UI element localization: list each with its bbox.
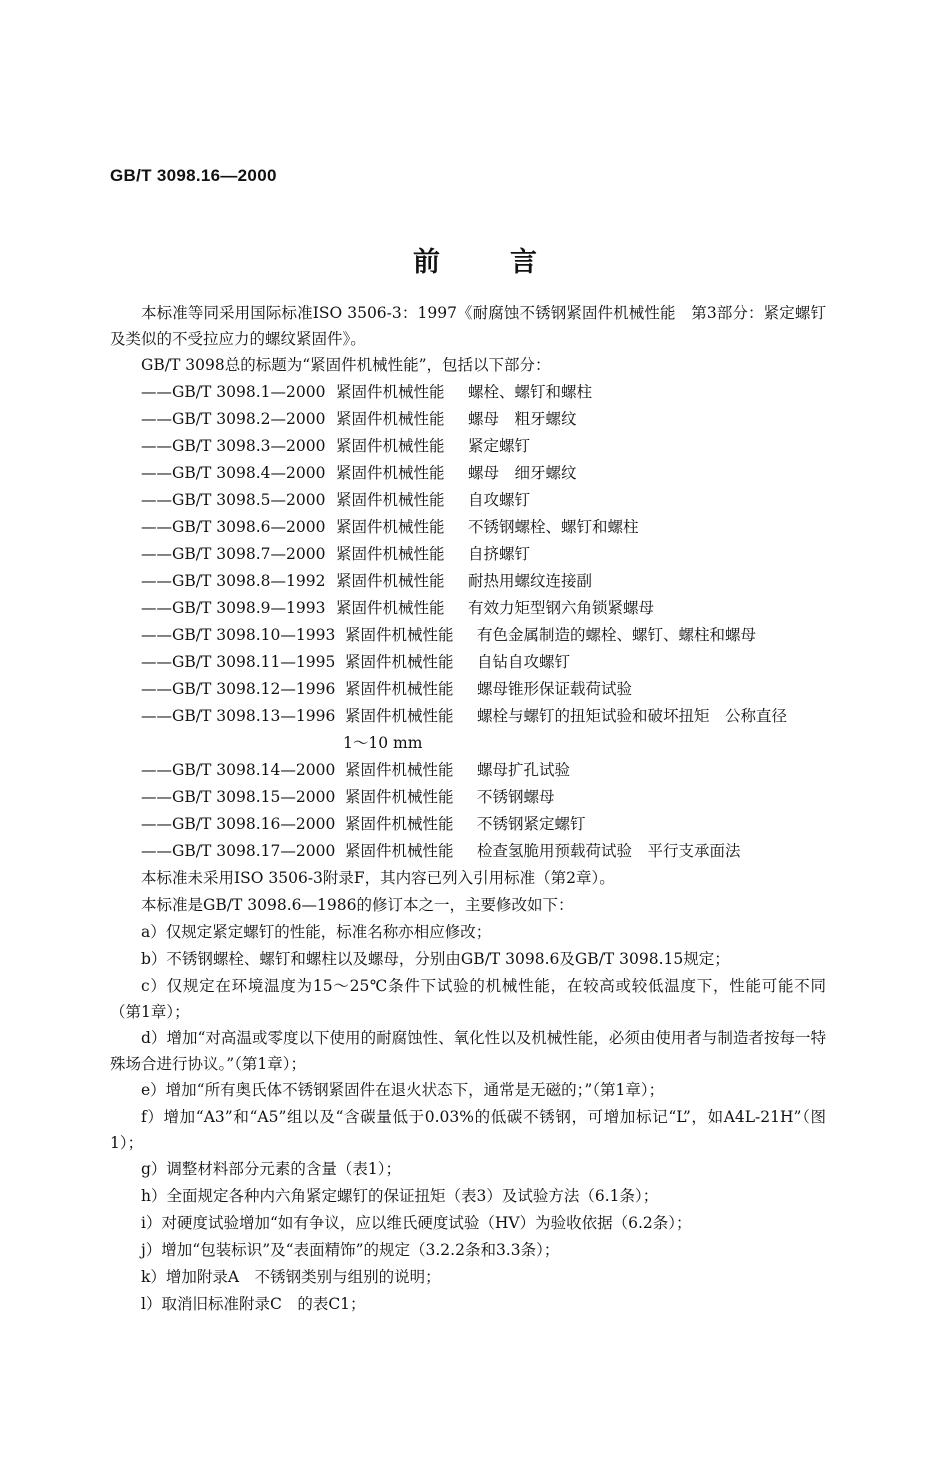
part-subtitle: 耐热用螺纹连接副 bbox=[468, 572, 593, 590]
part-item bbox=[110, 649, 826, 676]
change-item-f: f）增加“A3”和“A5”组以及“含碳量低于0.03%的低碳不锈钢，可增加标记“L”，如A4L-21H”（图1）； bbox=[110, 1108, 826, 1152]
standard-number-header: GB/T 3098.16—2000 bbox=[110, 166, 277, 185]
part-13-continuation: 1～10 mm bbox=[343, 734, 423, 752]
title-char-1: 前 bbox=[413, 247, 440, 278]
part-subtitle: 自挤螺钉 bbox=[468, 545, 531, 563]
part-item bbox=[110, 406, 826, 433]
part-subtitle: 不锈钢螺栓、螺钉和螺柱 bbox=[468, 518, 639, 536]
part-code: ——GB/T 3098.13—1996 bbox=[141, 707, 336, 725]
general-title-line: GB/T 3098总的标题为“紧固件机械性能”，包括以下部分： bbox=[141, 356, 551, 374]
title-char-2: 言 bbox=[510, 247, 537, 278]
part-subtitle: 检查氢脆用预载荷试验 平行支承面法 bbox=[477, 842, 741, 860]
part-title: 紧固件机械性能 bbox=[336, 491, 445, 509]
part-title: 紧固件机械性能 bbox=[345, 707, 454, 725]
part-title: 紧固件机械性能 bbox=[345, 626, 454, 644]
part-title: 紧固件机械性能 bbox=[345, 788, 454, 806]
part-title: 紧固件机械性能 bbox=[336, 383, 445, 401]
part-code: ——GB/T 3098.3—2000 bbox=[141, 437, 326, 455]
part-title: 紧固件机械性能 bbox=[336, 572, 445, 590]
change-item-k: k）增加附录A 不锈钢类别与组别的说明； bbox=[141, 1268, 441, 1286]
change-item-i: i）对硬度试验增加“如有争议，应以维氏硬度试验（HV）为验收依据（6.2条）； bbox=[141, 1214, 692, 1232]
change-item-a: a）仅规定紧定螺钉的性能，标准名称亦相应修改； bbox=[141, 923, 492, 941]
change-item-e: e）增加“所有奥氏体不锈钢紧固件在退火状态下，通常是无磁的；”（第1章）； bbox=[141, 1081, 665, 1099]
part-title: 紧固件机械性能 bbox=[345, 815, 454, 833]
part-code: ——GB/T 3098.5—2000 bbox=[141, 491, 326, 509]
revision-intro-line: 本标准是GB/T 3098.6—1986的修订本之一，主要修改如下： bbox=[141, 896, 574, 914]
part-item bbox=[110, 487, 826, 514]
part-code: ——GB/T 3098.2—2000 bbox=[141, 410, 326, 428]
part-item bbox=[110, 703, 826, 730]
part-item bbox=[110, 541, 826, 568]
part-code: ——GB/T 3098.10—1993 bbox=[141, 626, 336, 644]
page-title bbox=[0, 240, 950, 279]
part-title: 紧固件机械性能 bbox=[336, 518, 445, 536]
part-subtitle: 螺母扩孔试验 bbox=[477, 761, 571, 779]
part-code: ——GB/T 3098.7—2000 bbox=[141, 545, 326, 563]
part-item bbox=[110, 676, 826, 703]
part-item bbox=[110, 460, 826, 487]
part-subtitle: 螺母 粗牙螺纹 bbox=[468, 410, 577, 428]
part-title: 紧固件机械性能 bbox=[345, 842, 454, 860]
not-adopted-line: 本标准未采用ISO 3506-3附录F，其内容已列入引用标准（第2章）。 bbox=[141, 869, 615, 887]
part-code: ——GB/T 3098.12—1996 bbox=[141, 680, 336, 698]
part-code: ——GB/T 3098.4—2000 bbox=[141, 464, 326, 482]
part-subtitle: 紧定螺钉 bbox=[468, 437, 531, 455]
part-item bbox=[110, 433, 826, 460]
change-item-h: h）全面规定各种内六角紧定螺钉的保证扭矩（表3）及试验方法（6.1条）； bbox=[141, 1187, 659, 1205]
part-item bbox=[110, 514, 826, 541]
part-code: ——GB/T 3098.17—2000 bbox=[141, 842, 336, 860]
part-subtitle: 有效力矩型钢六角锁紧螺母 bbox=[468, 599, 655, 617]
part-code: ——GB/T 3098.15—2000 bbox=[141, 788, 336, 806]
intro-paragraph: 本标准等同采用国际标准ISO 3506-3：1997《耐腐蚀不锈钢紧固件机械性能 第3部分：紧定螺钉及类似的不受拉应力的螺纹紧固件》。 bbox=[110, 304, 826, 348]
part-subtitle: 自攻螺钉 bbox=[468, 491, 531, 509]
change-item-c: c）仅规定在环境温度为15～25℃条件下试验的机械性能，在较高或较低温度下，性能可能不同（第1章）； bbox=[110, 977, 826, 1021]
part-item bbox=[110, 757, 826, 784]
change-item-b: b）不锈钢螺栓、螺钉和螺柱以及螺母，分别由GB/T 3098.6及GB/T 3098.15规定； bbox=[141, 950, 730, 968]
part-code: ——GB/T 3098.9—1993 bbox=[141, 599, 326, 617]
part-title: 紧固件机械性能 bbox=[336, 410, 445, 428]
part-subtitle: 螺栓与螺钉的扭矩试验和破坏扭矩 公称直径 bbox=[477, 707, 788, 725]
part-title: 紧固件机械性能 bbox=[345, 653, 454, 671]
change-item-j: j）增加“包装标识”及“表面精饰”的规定（3.2.2条和3.3条）； bbox=[141, 1241, 560, 1259]
part-code: ——GB/T 3098.8—1992 bbox=[141, 572, 326, 590]
part-title: 紧固件机械性能 bbox=[336, 599, 445, 617]
change-item-d: d）增加“对高温或零度以下使用的耐腐蚀性、氧化性以及机械性能，必须由使用者与制造者按每一特殊场合进行协议。”（第1章）； bbox=[110, 1029, 826, 1073]
part-item bbox=[110, 622, 826, 649]
part-item bbox=[110, 838, 826, 865]
part-title: 紧固件机械性能 bbox=[336, 464, 445, 482]
part-subtitle: 螺母锥形保证载荷试验 bbox=[477, 680, 633, 698]
part-item bbox=[110, 379, 826, 406]
part-title: 紧固件机械性能 bbox=[345, 761, 454, 779]
change-item-l: l）取消旧标准附录C 的表C1； bbox=[141, 1295, 366, 1313]
part-title: 紧固件机械性能 bbox=[336, 437, 445, 455]
part-subtitle: 不锈钢紧定螺钉 bbox=[477, 815, 586, 833]
part-title: 紧固件机械性能 bbox=[336, 545, 445, 563]
part-item bbox=[110, 568, 826, 595]
part-code: ——GB/T 3098.1—2000 bbox=[141, 383, 326, 401]
change-item-g: g）调整材料部分元素的含量（表1）； bbox=[141, 1160, 402, 1178]
part-code: ——GB/T 3098.11—1995 bbox=[141, 653, 336, 671]
part-code: ——GB/T 3098.14—2000 bbox=[141, 761, 336, 779]
preface-body bbox=[110, 300, 826, 1318]
part-item bbox=[110, 811, 826, 838]
part-code: ——GB/T 3098.6—2000 bbox=[141, 518, 326, 536]
part-title: 紧固件机械性能 bbox=[345, 680, 454, 698]
part-subtitle: 螺母 细牙螺纹 bbox=[468, 464, 577, 482]
part-item bbox=[110, 784, 826, 811]
part-code: ——GB/T 3098.16—2000 bbox=[141, 815, 336, 833]
part-subtitle: 不锈钢螺母 bbox=[477, 788, 555, 806]
part-item bbox=[110, 595, 826, 622]
part-subtitle: 有色金属制造的螺栓、螺钉、螺柱和螺母 bbox=[477, 626, 757, 644]
part-subtitle: 螺栓、螺钉和螺柱 bbox=[468, 383, 593, 401]
part-subtitle: 自钻自攻螺钉 bbox=[477, 653, 571, 671]
